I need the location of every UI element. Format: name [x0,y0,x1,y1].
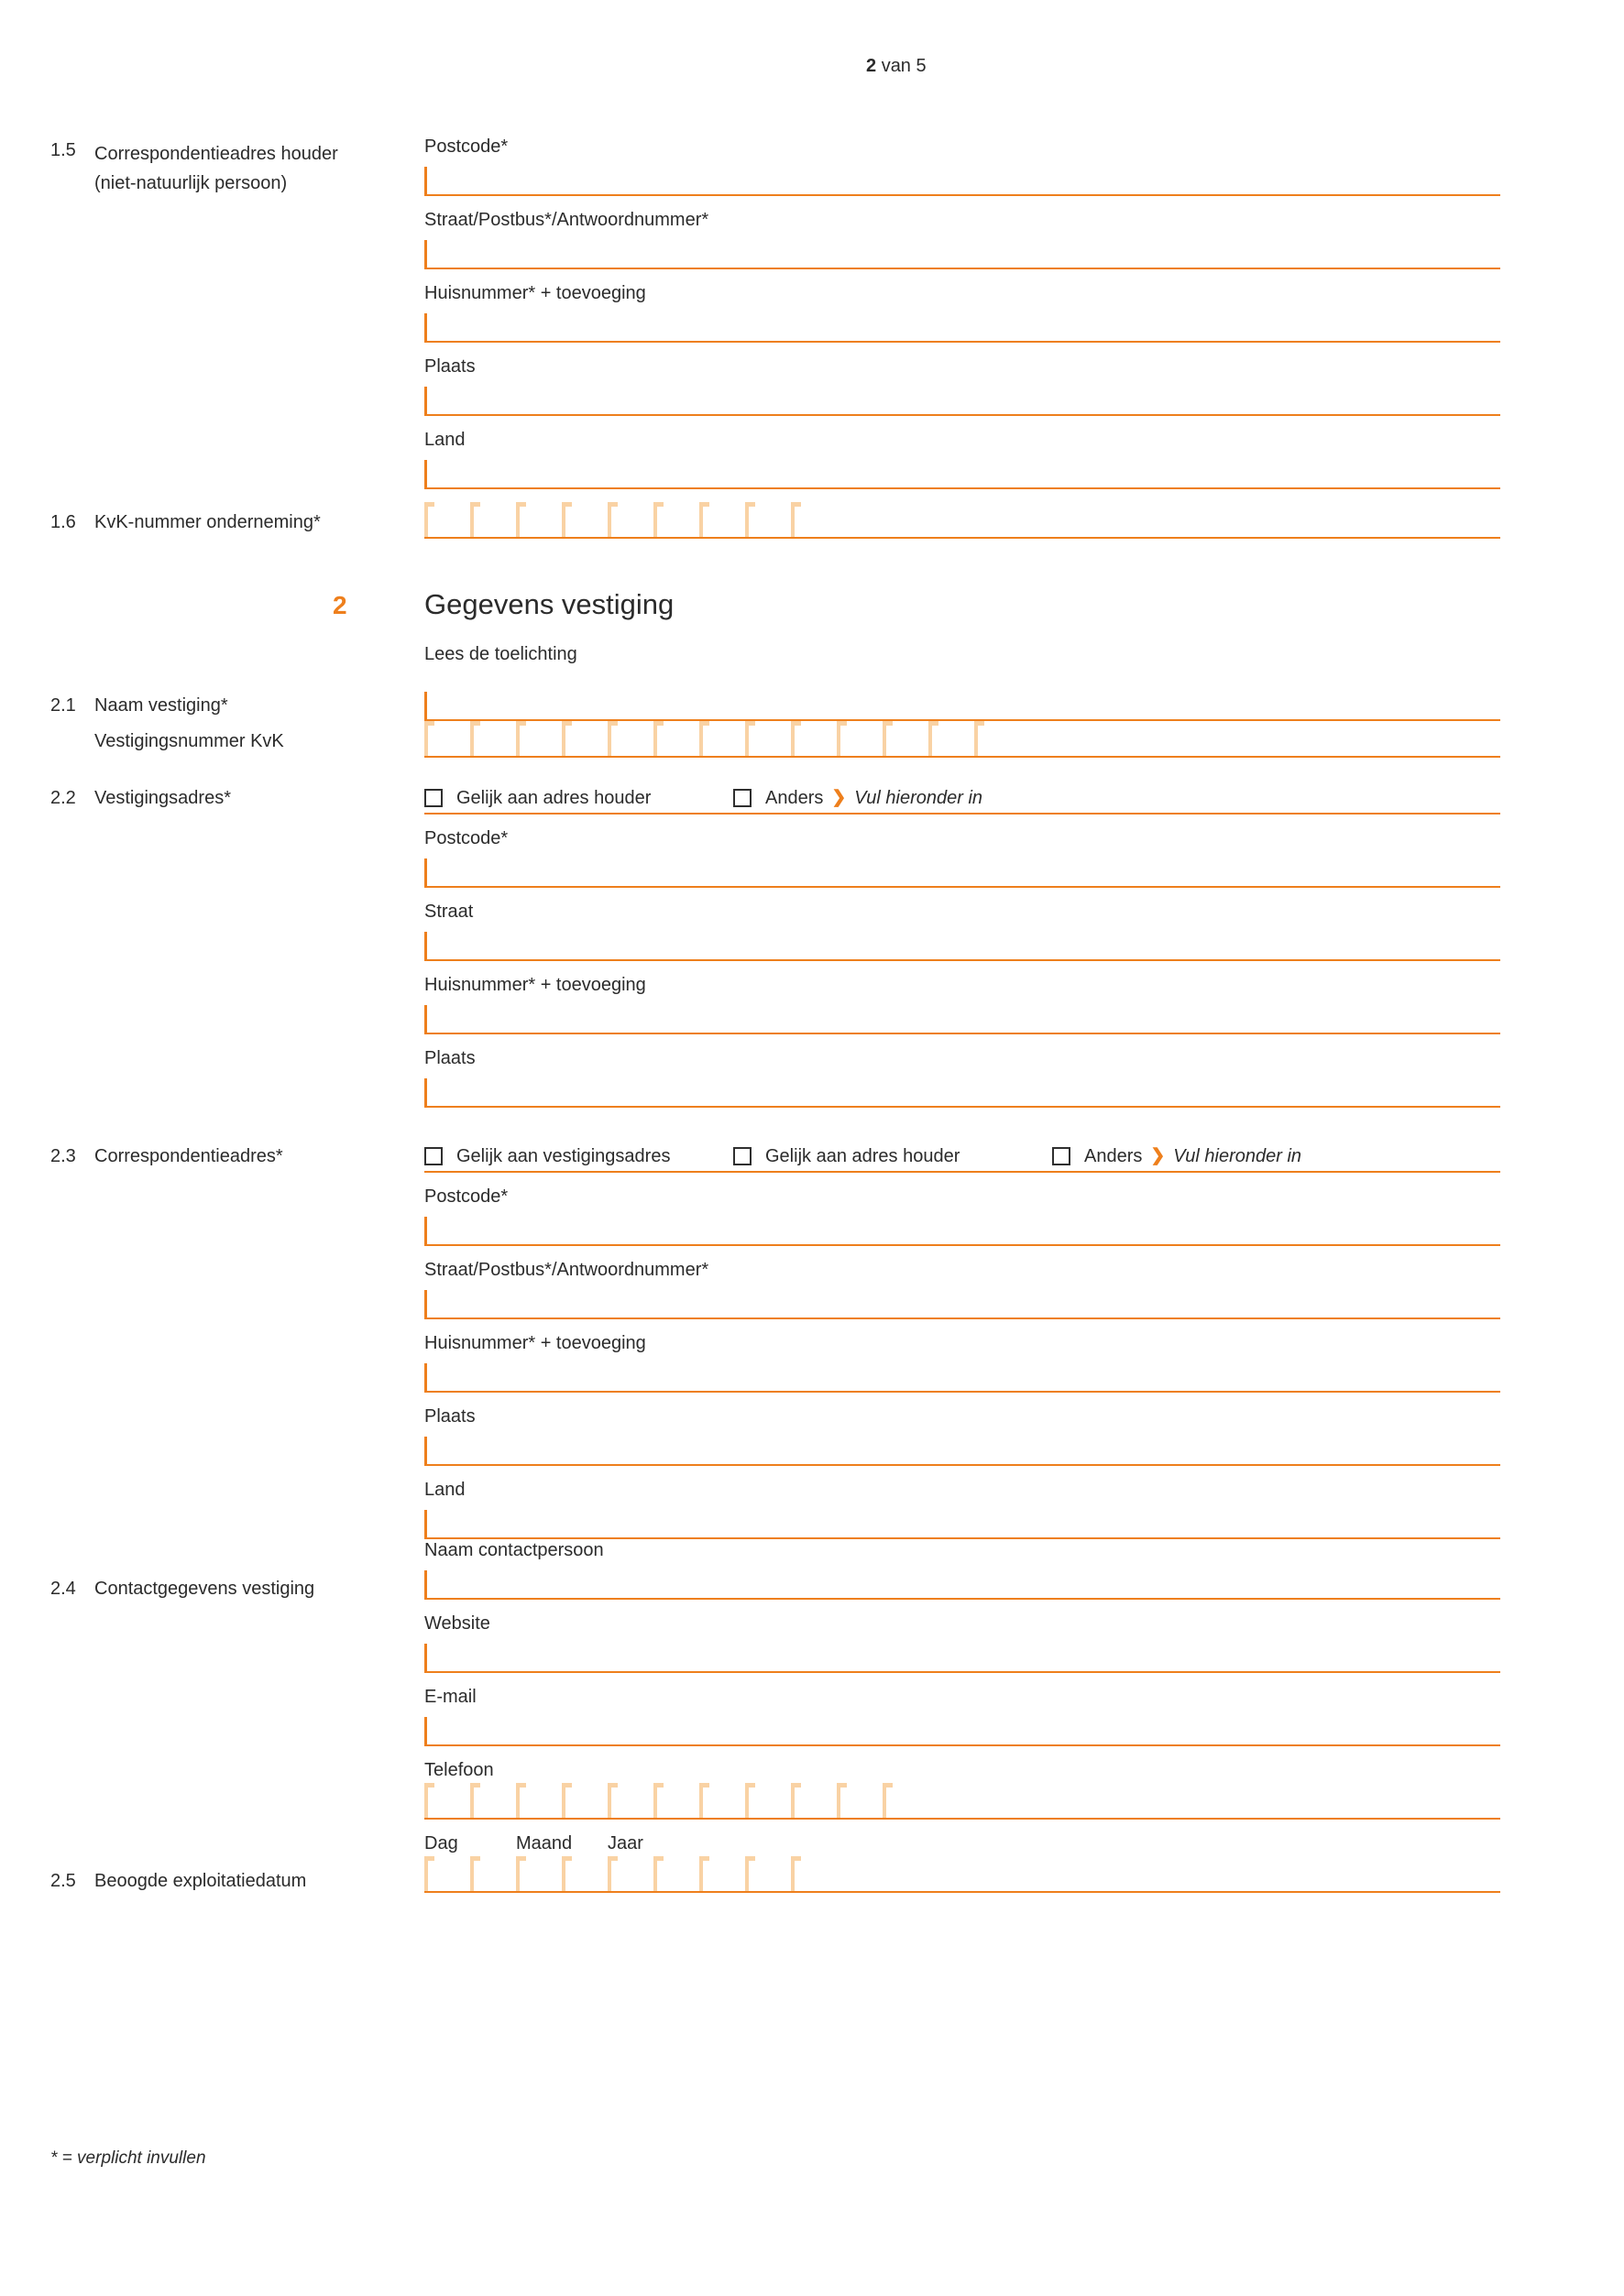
field-huisnummer-correspondentie [424,1332,1500,1393]
email-input[interactable] [424,1708,1500,1746]
postcode-input[interactable] [424,1208,1500,1246]
huisnummer-input[interactable] [424,304,1500,343]
field-plaats-vestiging [424,1047,1500,1108]
field-postcode-houder [424,136,1500,196]
field-huisnummer-houder [424,282,1500,343]
field-label: Straat/Postbus*/Antwoordnummer* [424,210,709,230]
option-label: Gelijk aan adres houder [456,788,652,808]
row-2-3 [50,1145,1500,1539]
date-comb-input[interactable] [424,1856,1500,1893]
kvk-number-comb-input[interactable] [424,502,1500,539]
option-hint: Vul hieronder in [854,788,983,808]
field-email [424,1686,1500,1746]
question-number: 2.4 [50,1579,76,1599]
required-fields-note: * = verplicht invullen [50,2148,206,2168]
question-label: Vestigingsadres* [94,788,231,808]
field-label: Huisnummer* + toevoeging [424,975,646,995]
field-huisnummer-vestiging [424,974,1500,1034]
option-label: Anders [1084,1146,1143,1166]
field-label: Postcode* [424,1186,509,1207]
checkbox-icon[interactable] [733,789,752,807]
row-1-6 [50,502,1500,539]
question-number: 1.5 [50,140,76,160]
straat-input[interactable] [424,923,1500,961]
row-2-5 [50,1832,1500,1893]
field-straat-vestiging [424,901,1500,961]
field-telefoon [424,1759,1500,1820]
field-label: Naam contactpersoon [424,1540,604,1560]
checkbox-gelijk-aan-vestigingsadres[interactable] [424,1145,733,1167]
option-label: Gelijk aan vestigingsadres [456,1146,671,1166]
day-label: Dag [424,1833,458,1853]
field-straat-houder [424,209,1500,269]
naam-contactpersoon-input[interactable] [424,1561,1500,1600]
question-label: KvK-nummer onderneming* [94,512,321,532]
option-label: Anders [765,788,824,808]
field-label: Land [424,430,466,450]
question-label: Correspondentieadres* [94,1146,283,1166]
section-subtitle: Lees de toelichting [424,644,577,664]
question-number: 1.6 [50,512,76,532]
field-label: E-mail [424,1687,477,1707]
plaats-input[interactable] [424,1069,1500,1108]
question-number: 2.2 [50,788,76,808]
option-label: Gelijk aan adres houder [765,1146,960,1166]
vestigingsnummer-comb-input[interactable] [424,721,1500,758]
question-label: Correspondentieadres houder (niet-natuurlijk persoon) [94,144,338,193]
straat-input[interactable] [424,231,1500,269]
checkbox-anders[interactable] [733,787,982,809]
field-label: Huisnummer* + toevoeging [424,1333,646,1353]
form-page [50,136,1500,2170]
website-input[interactable] [424,1635,1500,1673]
checkbox-icon[interactable] [424,789,443,807]
field-label: Straat/Postbus*/Antwoordnummer* [424,1260,709,1280]
postcode-input[interactable] [424,849,1500,888]
checkbox-icon[interactable] [424,1147,443,1165]
option-hint: Vul hieronder in [1173,1146,1302,1166]
checkbox-gelijk-aan-adres-houder[interactable] [424,787,733,809]
telefoon-comb-input[interactable] [424,1783,1500,1820]
field-label: Land [424,1480,466,1500]
correspondentieadres-options [424,1145,1500,1173]
page-indicator [866,55,927,77]
field-label: Plaats [424,1048,476,1068]
question-number: 2.1 [50,695,76,716]
field-label: Postcode* [424,828,509,848]
field-postcode-correspondentie [424,1186,1500,1246]
month-label: Maand [516,1833,573,1853]
field-land-correspondentie [424,1479,1500,1539]
page-total: van 5 [881,56,927,76]
checkbox-icon[interactable] [733,1147,752,1165]
question-number: 2.3 [50,1146,76,1166]
huisnummer-input[interactable] [424,996,1500,1034]
field-label: Plaats [424,1406,476,1427]
field-label: Website [424,1613,490,1634]
plaats-input[interactable] [424,377,1500,416]
land-input[interactable] [424,1501,1500,1539]
field-website [424,1613,1500,1673]
question-label: Contactgegevens vestiging [94,1579,315,1599]
vestigingsadres-options [424,787,1500,815]
checkbox-anders[interactable] [1052,1145,1301,1167]
chevron-right-icon: ❯ [831,788,847,807]
field-label: Plaats [424,356,476,377]
checkbox-icon[interactable] [1052,1147,1070,1165]
postcode-input[interactable] [424,158,1500,196]
row-2-4 [50,1539,1500,1820]
question-number: 2.5 [50,1871,76,1891]
field-land-houder [424,429,1500,489]
date-part-labels [424,1832,1500,1854]
section-2-header [50,588,1500,621]
question-label: Naam vestiging* [94,695,228,716]
naam-vestiging-input[interactable] [424,694,1500,721]
huisnummer-input[interactable] [424,1354,1500,1393]
row-2-2 [50,787,1500,1108]
field-label: Postcode* [424,137,509,157]
field-plaats-houder [424,355,1500,416]
page-number: 2 [866,56,877,76]
row-2-1 [50,694,1500,721]
straat-input[interactable] [424,1281,1500,1319]
question-label: Beoogde exploitatiedatum [94,1871,307,1891]
field-postcode-vestiging [424,827,1500,888]
checkbox-gelijk-aan-adres-houder[interactable] [733,1145,1052,1167]
section-number: 2 [333,591,347,619]
chevron-right-icon: ❯ [1150,1146,1166,1165]
row-vestigingsnummer [50,721,1500,758]
land-input[interactable] [424,451,1500,489]
field-label: Telefoon [424,1760,494,1780]
field-plaats-correspondentie [424,1405,1500,1466]
row-1-5 [50,136,1500,489]
field-label: Huisnummer* + toevoeging [424,283,646,303]
section-title: Gegevens vestiging [424,588,675,620]
field-naam-contactpersoon [424,1539,1500,1600]
question-label: Vestigingsnummer KvK [94,731,284,751]
plaats-input[interactable] [424,1427,1500,1466]
field-label: Straat [424,902,474,922]
year-label: Jaar [608,1833,643,1853]
field-straat-correspondentie [424,1259,1500,1319]
